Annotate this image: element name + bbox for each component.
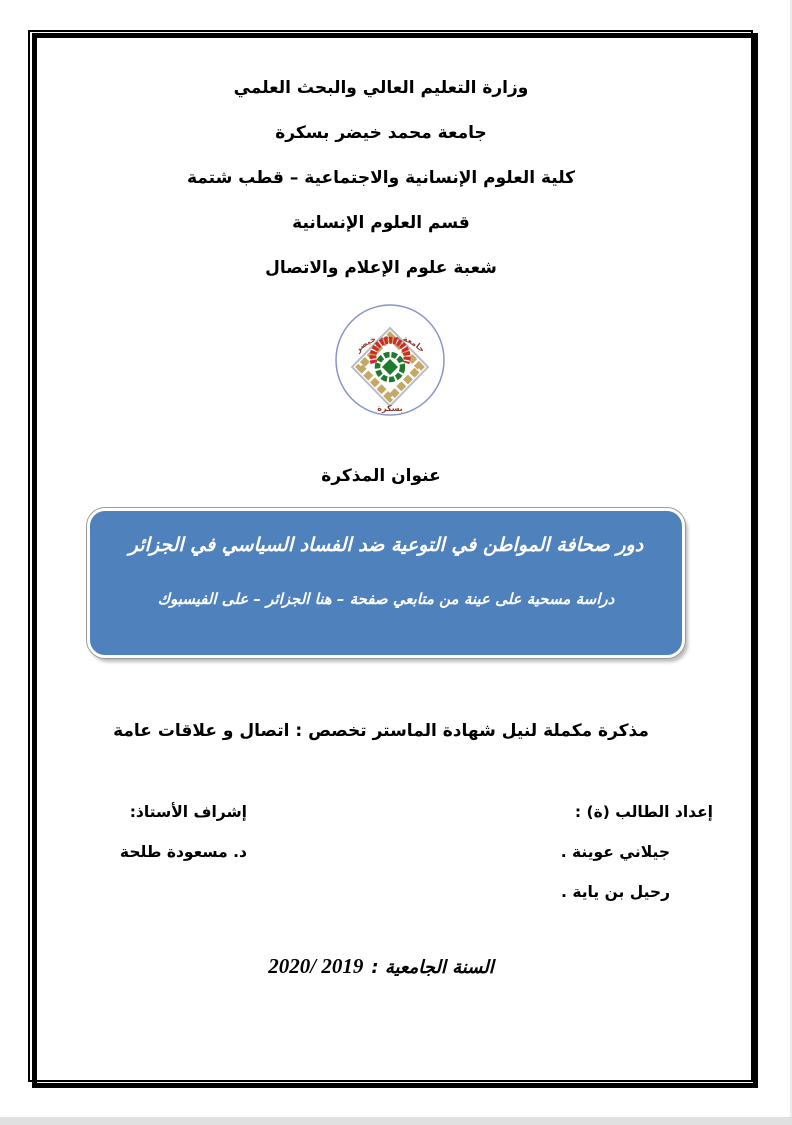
- university-line: جامعة محمد خيضر بسكرة: [275, 123, 487, 143]
- thesis-title-main: دور صحافة المواطن في التوعية ضد الفساد السياسي في الجزائر: [128, 534, 644, 556]
- institution-header: [55, 66, 707, 291]
- supervisor-name: د. مسعودة طلحة: [119, 843, 247, 861]
- logo-top-text: جامعة محمد خيضر: [353, 331, 427, 355]
- student-name: رحيل بن ياية .: [561, 883, 670, 901]
- academic-year: [55, 952, 707, 982]
- ministry-line: وزارة التعليم العالي والبحث العلمي: [233, 78, 529, 98]
- academic-year-label: السنة الجامعية :: [371, 957, 494, 978]
- thesis-title-subtitle: دراسة مسحية على عينة من متابعي صفحة – هنا الجزائر – على الفيسبوك: [157, 590, 615, 608]
- department-line: قسم العلوم الإنسانية: [292, 213, 470, 233]
- students-column: [561, 801, 713, 921]
- logo-bottom-text: بسكرة: [377, 404, 403, 413]
- student-name: جيلاني عوينة .: [560, 843, 670, 861]
- degree-statement: مذكرة مكملة لنيل شهادة الماستر تخصص : اتصال و علاقات عامة: [113, 721, 649, 741]
- supervisor-heading: إشراف الأستاذ:: [129, 803, 247, 821]
- faculty-line: كلية العلوم الإنسانية والاجتماعية – قطب شتمة: [186, 168, 576, 188]
- division-line: شعبة علوم الإعلام والاتصال: [265, 258, 497, 278]
- thesis-title-box: [87, 508, 685, 658]
- page-bottom-edge: [0, 1117, 792, 1125]
- students-heading: إعداد الطالب (ة) :: [574, 803, 713, 821]
- university-logo-icon: [334, 303, 448, 419]
- academic-year-value: 2020/ 2019: [268, 954, 364, 978]
- thesis-title-label: عنوان المذكرة: [321, 466, 441, 486]
- supervisor-column: [120, 801, 247, 881]
